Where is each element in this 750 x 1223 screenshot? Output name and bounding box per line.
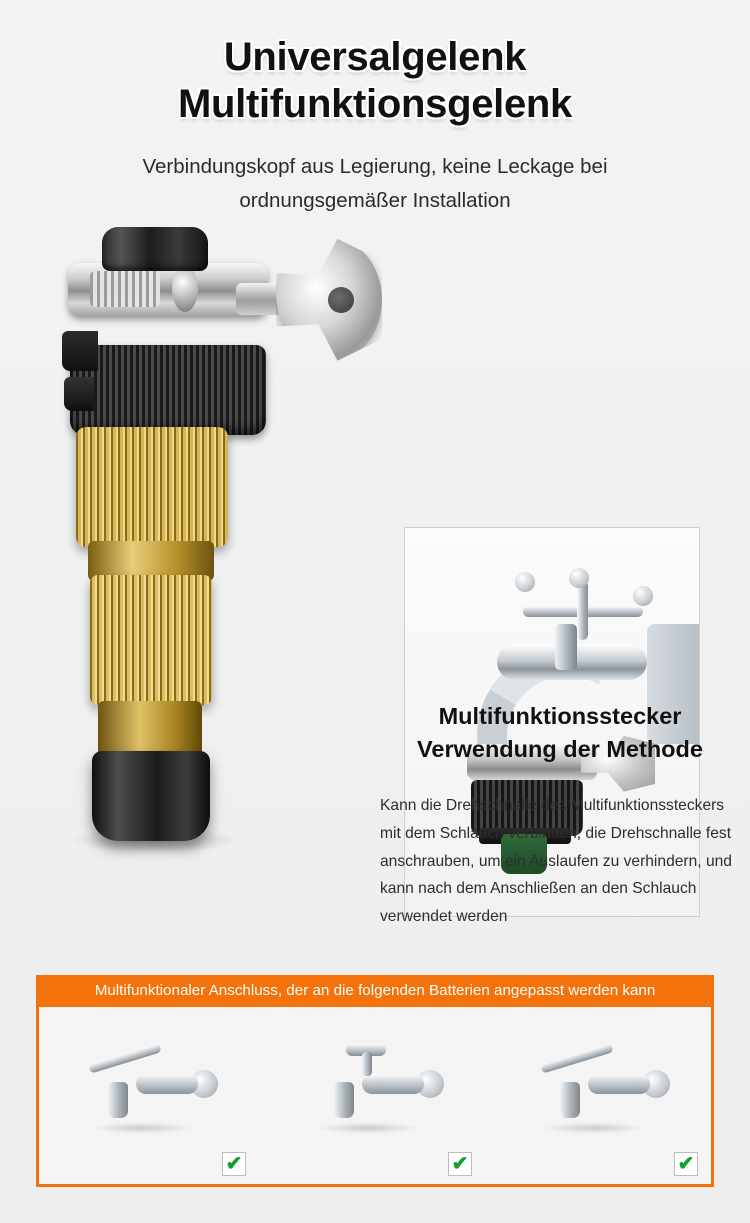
compatibility-banner: Multifunktionaler Anschluss, der an die folgenden Batterien angepasst werden kann: [36, 975, 714, 1007]
list-item: [488, 1012, 714, 1184]
icon-shadow: [542, 1122, 646, 1134]
list-item: [262, 1012, 488, 1184]
collar-lip-upper: [62, 331, 98, 371]
faucet-icon-lever: [74, 1026, 224, 1134]
black-end-cap: [92, 751, 210, 841]
headline: [0, 0, 750, 128]
subtitle: Verbindungskopf aus Legierung, keine Leckage bei ordnungsgemäßer Installation: [142, 155, 608, 212]
list-item: [36, 1012, 262, 1184]
method-title: [380, 700, 740, 767]
brass-body-lower: [90, 575, 212, 705]
method-title-line-1: Multifunktionsstecker: [438, 703, 682, 729]
product-photo: [40, 227, 370, 867]
collar-lip-lower: [64, 377, 94, 411]
faucet-outlet: [334, 1082, 354, 1118]
method-description: Kann die Drehschnalle des Multifunktionssteckers mit dem Schlauch verbinden, die Drehschnalle fest anschrauben, um ein Auslaufen zu verhindern, und kann nach dem Anschließen an den Schlauch verwendet werden: [380, 797, 732, 925]
faucet-icon-wall-mount: [526, 1026, 676, 1134]
handle-knob-left: [515, 572, 535, 592]
main-illustration-area: [0, 217, 750, 877]
lever-handle: [540, 1043, 613, 1073]
icon-shadow: [90, 1122, 194, 1134]
handle-knob-top: [569, 568, 589, 588]
wing-nut-handle: [236, 239, 382, 361]
check-icon: ✔: [674, 1152, 698, 1176]
handle-knob-right: [633, 586, 653, 606]
black-top-cap: [102, 227, 208, 271]
faucet-cross-handle: [523, 580, 643, 640]
faucet-outlet: [560, 1082, 580, 1118]
method-title-line-2: Verwendung der Methode: [417, 736, 703, 763]
brass-base-ring: [98, 701, 202, 757]
faucet-body: [136, 1074, 198, 1094]
faucet-icon-round-handle: [300, 1026, 450, 1134]
compatibility-list: [36, 1012, 714, 1184]
faucet-body: [362, 1074, 424, 1094]
icon-shadow: [316, 1122, 420, 1134]
handle-stem: [362, 1052, 372, 1076]
title-line-1: Universalgelenk: [223, 35, 527, 79]
brass-body-upper: [76, 427, 228, 547]
cross-handle-vertical: [577, 580, 588, 640]
title-line-2: Multifunktionsgelenk: [177, 82, 572, 127]
wing-nut-hole: [328, 287, 354, 313]
faucet-outlet: [108, 1082, 128, 1118]
lever-handle: [88, 1043, 161, 1073]
check-icon: ✔: [222, 1152, 246, 1176]
check-icon: ✔: [448, 1152, 472, 1176]
faucet-body: [588, 1074, 650, 1094]
